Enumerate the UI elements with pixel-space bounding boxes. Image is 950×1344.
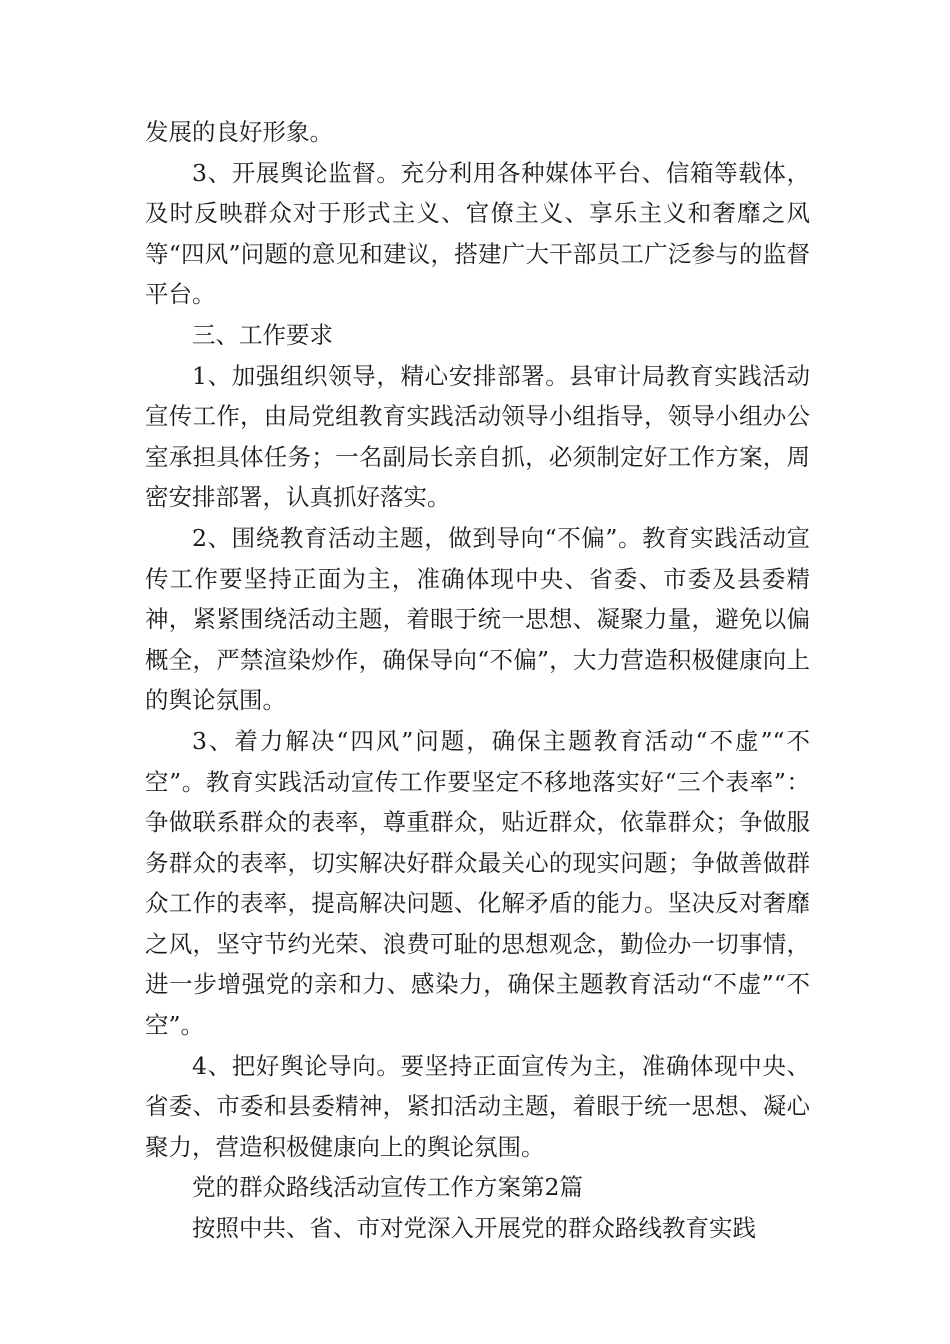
paragraph-opinion-guidance: 4、把好舆论导向。要坚持正面宣传为主，准确体现中央、省委、市委和县委精神，紧扣活动主题，着眼于统一思想、凝心聚力，营造积极健康向上的舆论氛围。 [145,1051,810,1161]
paragraph-organization-leadership: 1、加强组织领导，精心安排部署。县审计局教育实践活动宣传工作，由局党组教育实践活动领导小组指导，领导小组办公室承担具体任务；一名副局长亲自抓，必须制定好工作方案，周密安排部署，认真抓好落实。 [145,361,810,512]
paragraph-theme-orientation: 2、围绕教育活动主题，做到导向“不偏”。教育实践活动宣传工作要坚持正面为主，准确体现中央、省委、市委及县委精神，紧紧围绕活动主题，着眼于统一思想、凝聚力量，避免以偏概全，严禁渲染炒作，确保导向“不偏”，大力营造积极健康向上的舆论氛围。 [145,523,810,715]
paragraph-continuation: 发展的良好形象。 [145,118,333,146]
paragraph-public-opinion-supervision: 3、开展舆论监督。充分利用各种媒体平台、信箱等载体，及时反映群众对于形式主义、官僚主义、享乐主义和奢靡之风等“四风”问题的意见和建议，搭建广大干部员工广泛参与的监督平台。 [145,158,810,309]
paragraph-part-2-opening: 按照中共、省、市对党深入开展党的群众路线教育实践 [192,1214,756,1243]
document-page [145,112,810,1249]
section-heading-work-requirements: 三、工作要求 [192,320,333,349]
article-title-part-2: 党的群众路线活动宣传工作方案第2篇 [192,1173,583,1202]
paragraph-four-winds: 3、着力解决“四风”问题，确保主题教育活动“不虚”“不空”。教育实践活动宣传工作要坚定不移地落实好“三个表率”：争做联系群众的表率，尊重群众，贴近群众，依靠群众；争做服务群众的表率，切实解决好群众最关心的现实问题；争做善做群众工作的表率，提高解决问题、化解矛盾的能力。坚决反对奢靡之风，坚守节约光荣、浪费可耻的思想观念，勤俭办一切事情，进一步增强党的亲和力、感染力，确保主题教育活动“不虚”“不空”。 [145,726,810,1040]
